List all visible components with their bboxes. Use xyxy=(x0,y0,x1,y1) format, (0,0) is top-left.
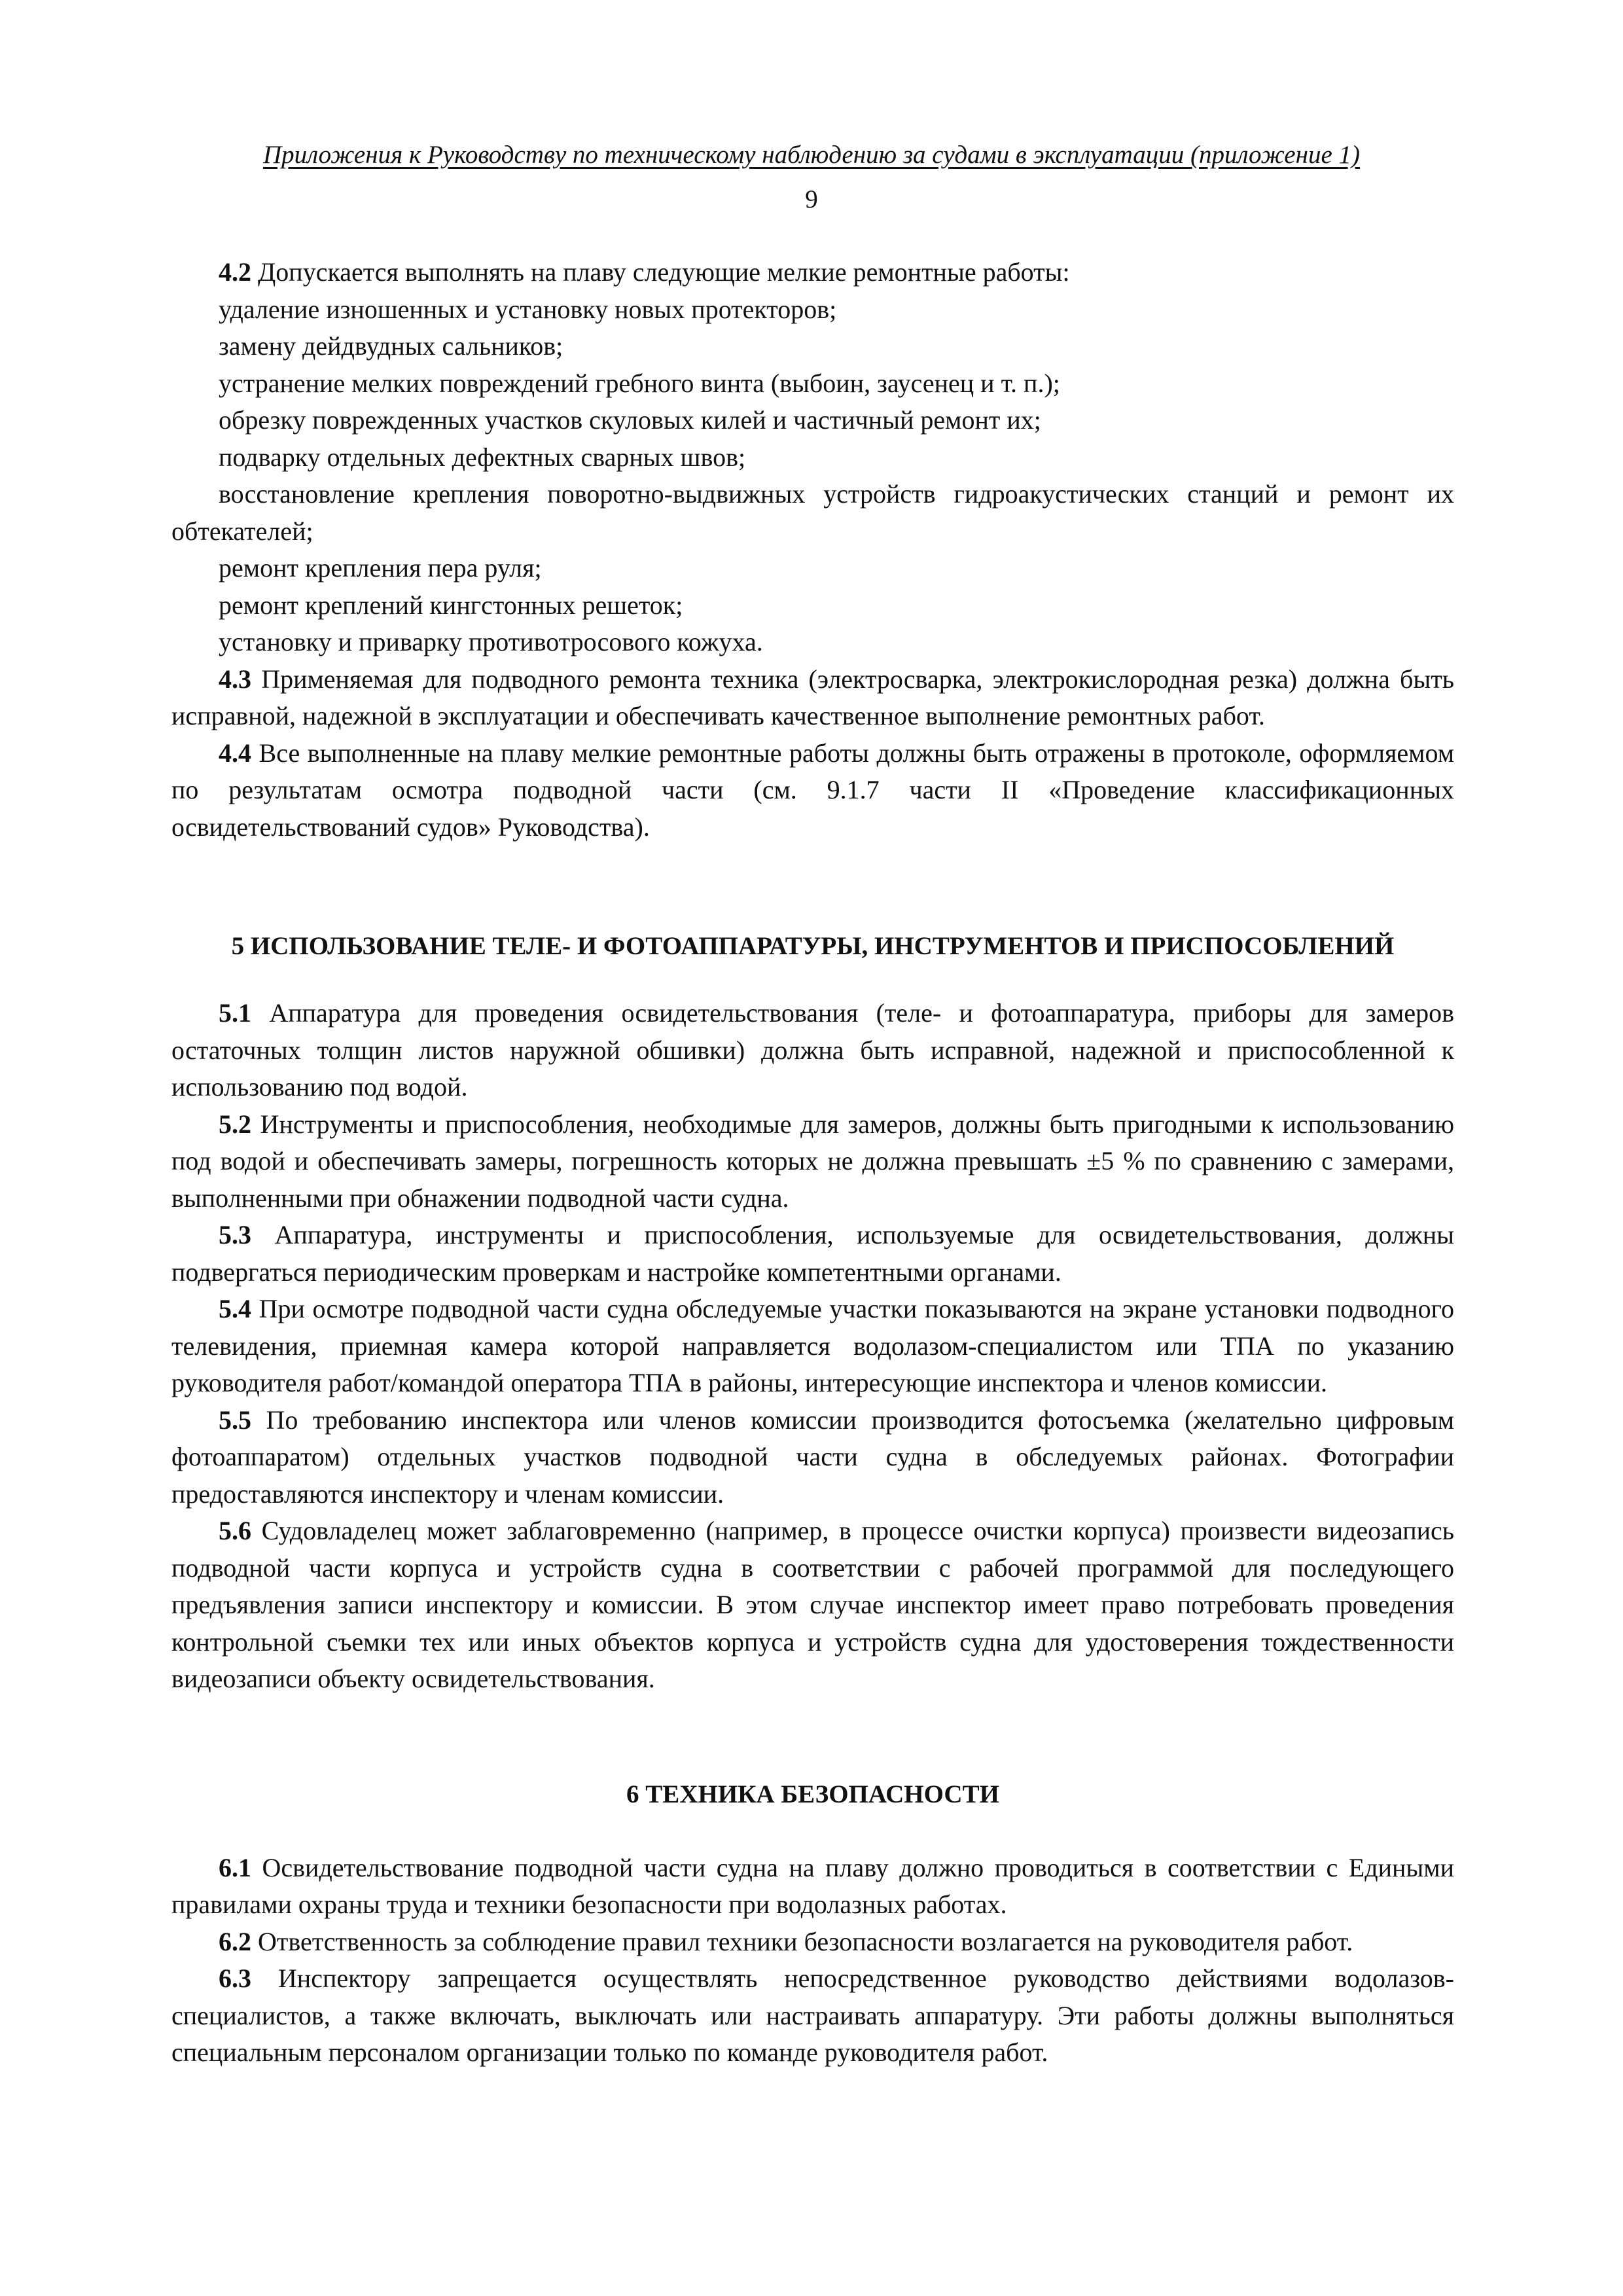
paragraph-text: Все выполненные на плаву мелкие ремонтные работы должны быть отражены в протоколе, оформляемом по результатам осмотра подводной части (см. 9.1.7 части II «Проведение классификационных освидетельствований судов» Руководства). xyxy=(171,738,1454,842)
paragraph-text: Аппаратура, инструменты и приспособления, используемые для освидетельствования, должны подвергаться периодическим проверкам и настройке компетентными органами. xyxy=(171,1220,1454,1287)
paragraph-text: Применяемая для подводного ремонта техника (электросварка, электрокислородная резка) должна быть исправной, надежной в эксплуатации и обеспечивать качественное выполнение ремонтных работ. xyxy=(171,664,1454,730)
paragraph-5-3 xyxy=(171,1217,1454,1291)
paragraph-text: Ответственность за соблюдение правил техники безопасности возлагается на руководителя работ. xyxy=(251,1926,1353,1956)
list-item: удаление изношенных и установку новых протекторов; xyxy=(219,294,837,324)
list-item: восстановление крепления поворотно-выдвижных устройств гидроакустических станций и ремонт их обтекателей; xyxy=(171,479,1454,546)
paragraph-4-3 xyxy=(171,661,1454,735)
paragraph-text: По требованию инспектора или членов комиссии производится фотосъемка (желательно цифровым фотоаппаратом) отдельных участков подводной части судна в обследуемых районах. Фотографии предоставляются инспектору и членам комиссии. xyxy=(171,1405,1454,1509)
clause-number: 6.2 xyxy=(219,1926,251,1956)
paragraph-5-4 xyxy=(171,1291,1454,1402)
paragraph-text: Инспектору запрещается осуществлять непосредственное руководство действиями водолазов-специалистов, а также включать, выключать или настраивать аппаратуру. Эти работы должны выполняться специальным персоналом организации только по команде руководителя работ. xyxy=(171,1964,1454,2067)
page-number: 9 xyxy=(805,185,818,213)
list-item: установку и приварку противотросового кожуха. xyxy=(219,627,763,656)
paragraph-4-4 xyxy=(171,735,1454,846)
clause-number: 4.2 xyxy=(219,257,251,287)
paragraph-text: Инструменты и приспособления, необходимые для замеров, должны быть пригодными к использованию под водой и обеспечивать замеры, погрешность которых не должна превышать ±5 % по сравнению с замерами, выполненными при обнажении подводной части судна. xyxy=(171,1109,1454,1213)
paragraph-4-2 xyxy=(171,254,1454,291)
paragraph-6-2 xyxy=(171,1924,1454,1961)
paragraph-text: Судовладелец может заблаговременно (например, в процессе очистки корпуса) произвести видеозапись подводной части корпуса и устройств судна в соответствии с рабочей программой для последующего предъявления записи инспектору и комиссии. В этом случае инспектор имеет право потребовать проведения контрольной съемки тех или иных объектов корпуса и устройств судна для удостоверения тождественности видеозаписи объекту освидетельствования. xyxy=(171,1516,1454,1693)
paragraph-text: Аппаратура для проведения освидетельствования (теле- и фотоаппаратура, приборы для замеров остаточных толщин листов наружной обшивки) должна быть исправной, надежной и приспособленной к использованию под водой. xyxy=(171,998,1454,1102)
list-item: устранение мелких повреждений гребного винта (выбоин, заусенец и т. п.); xyxy=(219,368,1060,398)
list-item: ремонт креплений кингстонных решеток; xyxy=(219,590,683,620)
clause-number: 5.3 xyxy=(219,1220,251,1249)
running-head: Приложения к Руководству по техническому наблюдению за судами в эксплуатации (приложение 1) xyxy=(262,141,1361,169)
paragraph-5-2 xyxy=(171,1106,1454,1217)
clause-number: 5.5 xyxy=(219,1405,251,1435)
page-body xyxy=(171,254,1454,2072)
paragraph-6-3 xyxy=(171,1960,1454,2072)
list-item: ремонт крепления пера руля; xyxy=(219,553,542,583)
paragraph-5-6 xyxy=(171,1513,1454,1698)
clause-number: 4.3 xyxy=(219,664,251,694)
clause-number: 5.1 xyxy=(219,998,251,1028)
list-item: подварку отдельных дефектных сварных швов; xyxy=(219,442,746,472)
clause-number: 6.3 xyxy=(219,1964,251,1993)
clause-number: 5.4 xyxy=(219,1294,251,1323)
clause-number: 5.6 xyxy=(219,1516,251,1545)
section-5-heading: 5 ИСПОЛЬЗОВАНИЕ ТЕЛЕ- И ФОТОАППАРАТУРЫ, ИНСТРУМЕНТОВ И ПРИСПОСОБЛЕНИЙ xyxy=(231,932,1395,960)
list-item: замену дейдвудных сальников; xyxy=(219,331,563,361)
clause-number: 5.2 xyxy=(219,1109,251,1139)
clause-number: 6.1 xyxy=(219,1852,251,1882)
paragraph-5-1 xyxy=(171,995,1454,1106)
paragraph-text: Допускается выполнять на плаву следующие мелкие ремонтные работы: xyxy=(251,257,1070,287)
paragraph-6-1 xyxy=(171,1850,1454,1924)
paragraph-text: При осмотре подводной части судна обследуемые участки показываются на экране установки подводного телевидения, приемная камера которой направляется водолазом-специалистом или ТПА по указанию руководителя работ/командой оператора ТПА в районы, интересующие инспектора и членов комиссии. xyxy=(171,1294,1454,1397)
paragraph-text: Освидетельствование подводной части судна на плаву должно проводиться в соответствии с Едиными правилами охраны труда и техники безопасности при водолазных работах. xyxy=(171,1852,1454,1919)
paragraph-5-5 xyxy=(171,1402,1454,1513)
list-item: обрезку поврежденных участков скуловых килей и частичный ремонт их; xyxy=(219,405,1041,435)
section-6-heading: 6 ТЕХНИКА БЕЗОПАСНОСТИ xyxy=(626,1780,999,1808)
clause-number: 4.4 xyxy=(219,738,251,768)
